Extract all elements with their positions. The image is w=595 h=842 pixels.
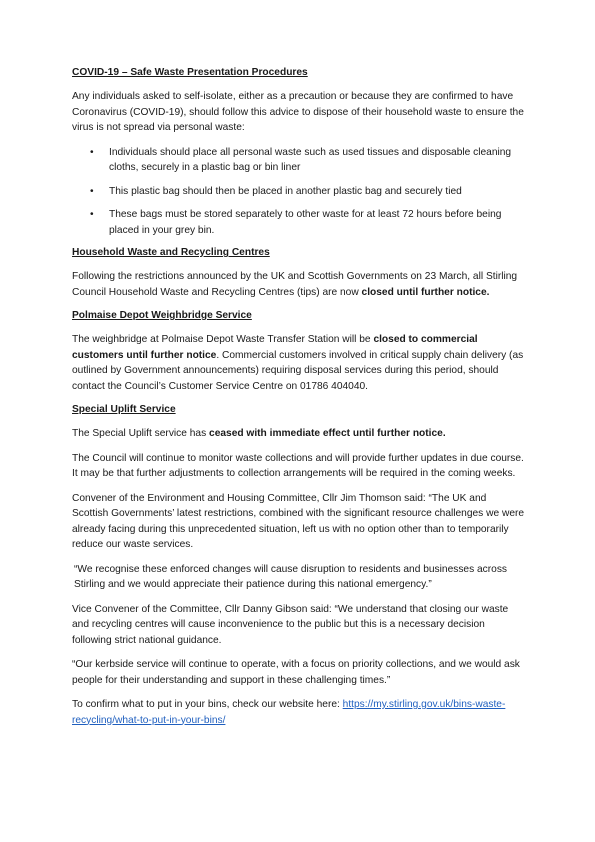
bullet-icon: •: [90, 209, 94, 220]
uplift-paragraph: [72, 426, 525, 442]
hwrc-paragraph: [72, 269, 525, 300]
confirm-text: To confirm what to put in your bins, check our website here:: [72, 699, 343, 710]
bullet-text: This plastic bag should then be placed in another plastic bag and securely tied: [109, 185, 462, 197]
covid-intro: Any individuals asked to self-isolate, either as a precaution or because they are confirmed to have Coronavirus (COVID-19), should follow this advice to dispose of their household waste to ensure the virus is not spread via personal waste:: [72, 91, 524, 133]
recognise-quote: “We recognise these enforced changes will cause disruption to residents and businesses across Stirling and we would appreciate their patience during this national emergency.”: [74, 563, 508, 590]
bins-website-link[interactable]: https://my.stirling.gov.uk/bins-waste-recycling/what-to-put-in-your-bins/: [72, 699, 506, 726]
hwrc-bold-text: closed until further notice.: [361, 286, 490, 298]
uplift-heading: Special Uplift Service: [72, 404, 176, 415]
bullet-icon: •: [90, 185, 94, 197]
covid-heading: COVID-19 – Safe Waste Presentation Procedures: [72, 67, 308, 78]
list-item: [72, 207, 525, 238]
vice-convener-quote: Vice Convener of the Committee, Cllr Danny Gibson said: “We understand that closing our waste and recycling centres will cause inconvenience to the public but this is a necessary decision following strict national guidance.: [72, 603, 509, 646]
confirm-paragraph: [72, 697, 525, 728]
kerbside-quote: “Our kerbside service will continue to operate, with a focus on priority collections, and we would ask people for their understanding and support in these challenging times.”: [72, 659, 520, 686]
hwrc-text: Following the restrictions announced by the UK and Scottish Governments on 23 March, all Stirling Council Household Waste and Recycling Centres (tips) are now: [72, 271, 518, 298]
polmaise-heading: Polmaise Depot Weighbridge Service: [72, 310, 252, 321]
covid-bullet-list: [72, 145, 525, 239]
convener-quote: Convener of the Environment and Housing Committee, Cllr Jim Thomson said: “The UK and Scottish Governments’ latest restrictions, combined with the significant resource challenges we were already facing during this unprecedented situation, left us with no option other than to temporarily reduce our waste services.: [72, 492, 525, 550]
polmaise-paragraph: [72, 332, 525, 394]
uplift-text: The Special Uplift service has: [72, 428, 210, 439]
polmaise-bold-text: closed to commercial customers until further notice: [72, 334, 478, 361]
bullet-text: These bags must be stored separately to other waste for at least 72 hours before being placed in your grey bin.: [109, 209, 502, 236]
polmaise-text-end: . Commercial customers involved in critical supply chain delivery (as outlined by Government announcements) requiring disposal services during this period, should contact the Council’s Customer Service Centre on 01786 404040.: [72, 349, 524, 392]
bullet-icon: •: [90, 146, 94, 158]
monitor-paragraph: The Council will continue to monitor waste collections and will provide further updates in due course. It may be that further adjustments to collection arrangements will be required in the coming weeks.: [72, 452, 524, 479]
polmaise-text-start: The weighbridge at Polmaise Depot Waste Transfer Station will be: [72, 334, 374, 345]
uplift-bold-text: ceased with immediate effect until further notice.: [209, 428, 446, 439]
hwrc-heading: Household Waste and Recycling Centres: [72, 247, 270, 258]
list-item: [72, 145, 525, 176]
list-item: [72, 184, 525, 200]
bullet-text: Individuals should place all personal waste such as used tissues and disposable cleaning cloths, securely in a plastic bag or bin liner: [109, 146, 512, 173]
